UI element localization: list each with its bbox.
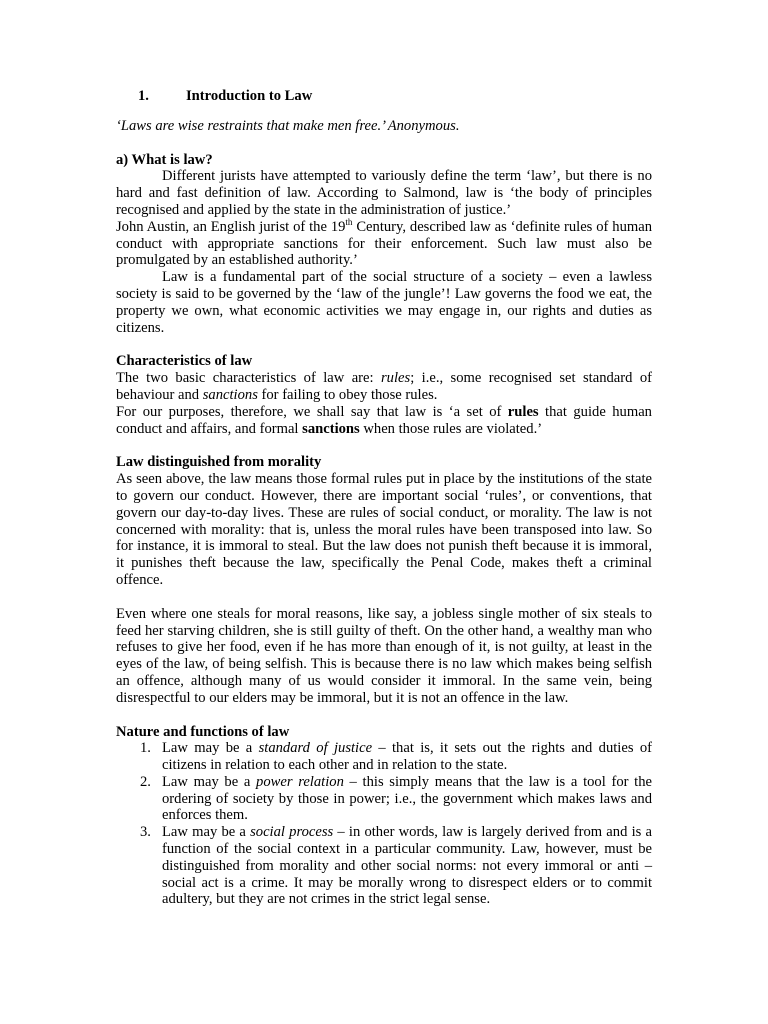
item-italic: power relation	[256, 773, 344, 790]
def-sanctions-bold: sanctions	[302, 420, 360, 437]
paragraph-definition	[116, 404, 652, 438]
item-text-a: Law may be a	[162, 740, 259, 757]
char-text-a: The two basic characteristics of law are:	[116, 370, 381, 387]
def-text-c: when those rules are violated.’	[359, 420, 543, 437]
heading-nature: Nature and functions of law	[116, 723, 290, 740]
item-text-b: – in other words, law is largely derived from and is a function of the social context in a particular community. Law, however, must be distinguished from morality and other social norms: not every immoral or anti – social act is a crime. It may be morally wrong to disrespect elders or to commit adultery, but they are not crimes in the strict legal sense.	[162, 824, 652, 908]
def-text-b: that guide human conduct and affairs, and formal	[116, 403, 652, 437]
paragraph-salmond: Different jurists have attempted to variously define the term ‘law’, but there is no hard and fast definition of law. According to Salmond, law is ‘the body of principles recognised and applied by the state in the administration of justice.’	[116, 168, 652, 218]
list-item	[116, 824, 652, 908]
item-text-b: – that is, it sets out the rights and duties of citizens in relation to each other and in relation to the state.	[162, 740, 652, 774]
list-item	[116, 740, 652, 774]
list-item	[116, 774, 652, 824]
heading-characteristics: Characteristics of law	[116, 353, 253, 370]
heading-morality: Law distinguished from morality	[116, 454, 322, 471]
heading-what-is-law: a) What is law?	[116, 151, 213, 168]
paragraph-social-structure: Law is a fundamental part of the social structure of a society – even a lawless society is said to be governed by the ‘law of the jungle’! Law governs the food we eat, the property we own, what economic activities we may engage in, our rights and duties as citizens.	[116, 269, 652, 336]
char-sanctions-italic: sanctions	[202, 386, 258, 403]
list-number: 2.	[140, 773, 151, 790]
paragraph-morality-1: As seen above, the law means those formal rules put in place by the institutions of the state to govern our conduct. However, there are important social ‘rules’, or conventions, that govern our day-to-day lives. These are rules of social conduct, or morality. The law is not concerned with morality: that is, unless the moral rules have been transposed into law. So for instance, it is immoral to steal. But the law does not punish theft because it is immoral, it punishes theft because the law, specifically the Penal Code, makes theft a criminal offence.	[116, 471, 652, 588]
paragraph-characteristics	[116, 370, 652, 404]
superscript-th: th	[345, 216, 353, 227]
def-text-a: For our purposes, therefore, we shall say that law is ‘a set of	[116, 403, 508, 420]
item-italic: standard of justice	[258, 740, 373, 757]
item-text-b: – this simply means that the law is a tool for the ordering of society by those in power; i.e., the government which makes laws and enforces them.	[162, 773, 652, 824]
list-number: 3.	[140, 824, 151, 841]
def-rules-bold: rules	[507, 403, 539, 420]
char-text-c: for failing to obey those rules.	[257, 386, 438, 403]
austin-text-b: Century, described law as ‘definite rules of human conduct with appropriate sanctions for their enforcement. Such law must also be promulgated by an established authority.’	[116, 218, 652, 269]
title-text: Introduction to Law	[186, 88, 313, 104]
page-title	[138, 88, 652, 105]
epigraph: ‘Laws are wise restraints that make men free.’ Anonymous.	[116, 117, 460, 134]
austin-text-a: John Austin, an English jurist of the 19	[116, 218, 346, 235]
list-number: 1.	[140, 740, 151, 757]
item-text-a: Law may be a	[162, 773, 257, 790]
paragraph-austin	[116, 216, 652, 269]
document-body	[116, 88, 652, 908]
paragraph-morality-2: Even where one steals for moral reasons, like say, a jobless single mother of six steals to feed her starving children, she is still guilty of theft. On the other hand, a wealthy man who refuses to give her food, even if he has more than enough of it, is not guilty, at least in the eyes of the law, of being selfish. This is because there is no law which makes being selfish an offence, although many of us would consider it immoral. In the same vein, being disrespectful to our elders may be immoral, but it is not an offence in the law.	[116, 605, 652, 706]
item-italic: social process	[250, 824, 334, 841]
nature-list	[116, 740, 652, 908]
char-text-b: ; i.e., some recognised set standard of behaviour and	[116, 370, 653, 403]
char-rules-italic: rules	[381, 370, 411, 387]
title-number: 1.	[138, 88, 149, 104]
item-text-a: Law may be a	[162, 824, 251, 841]
